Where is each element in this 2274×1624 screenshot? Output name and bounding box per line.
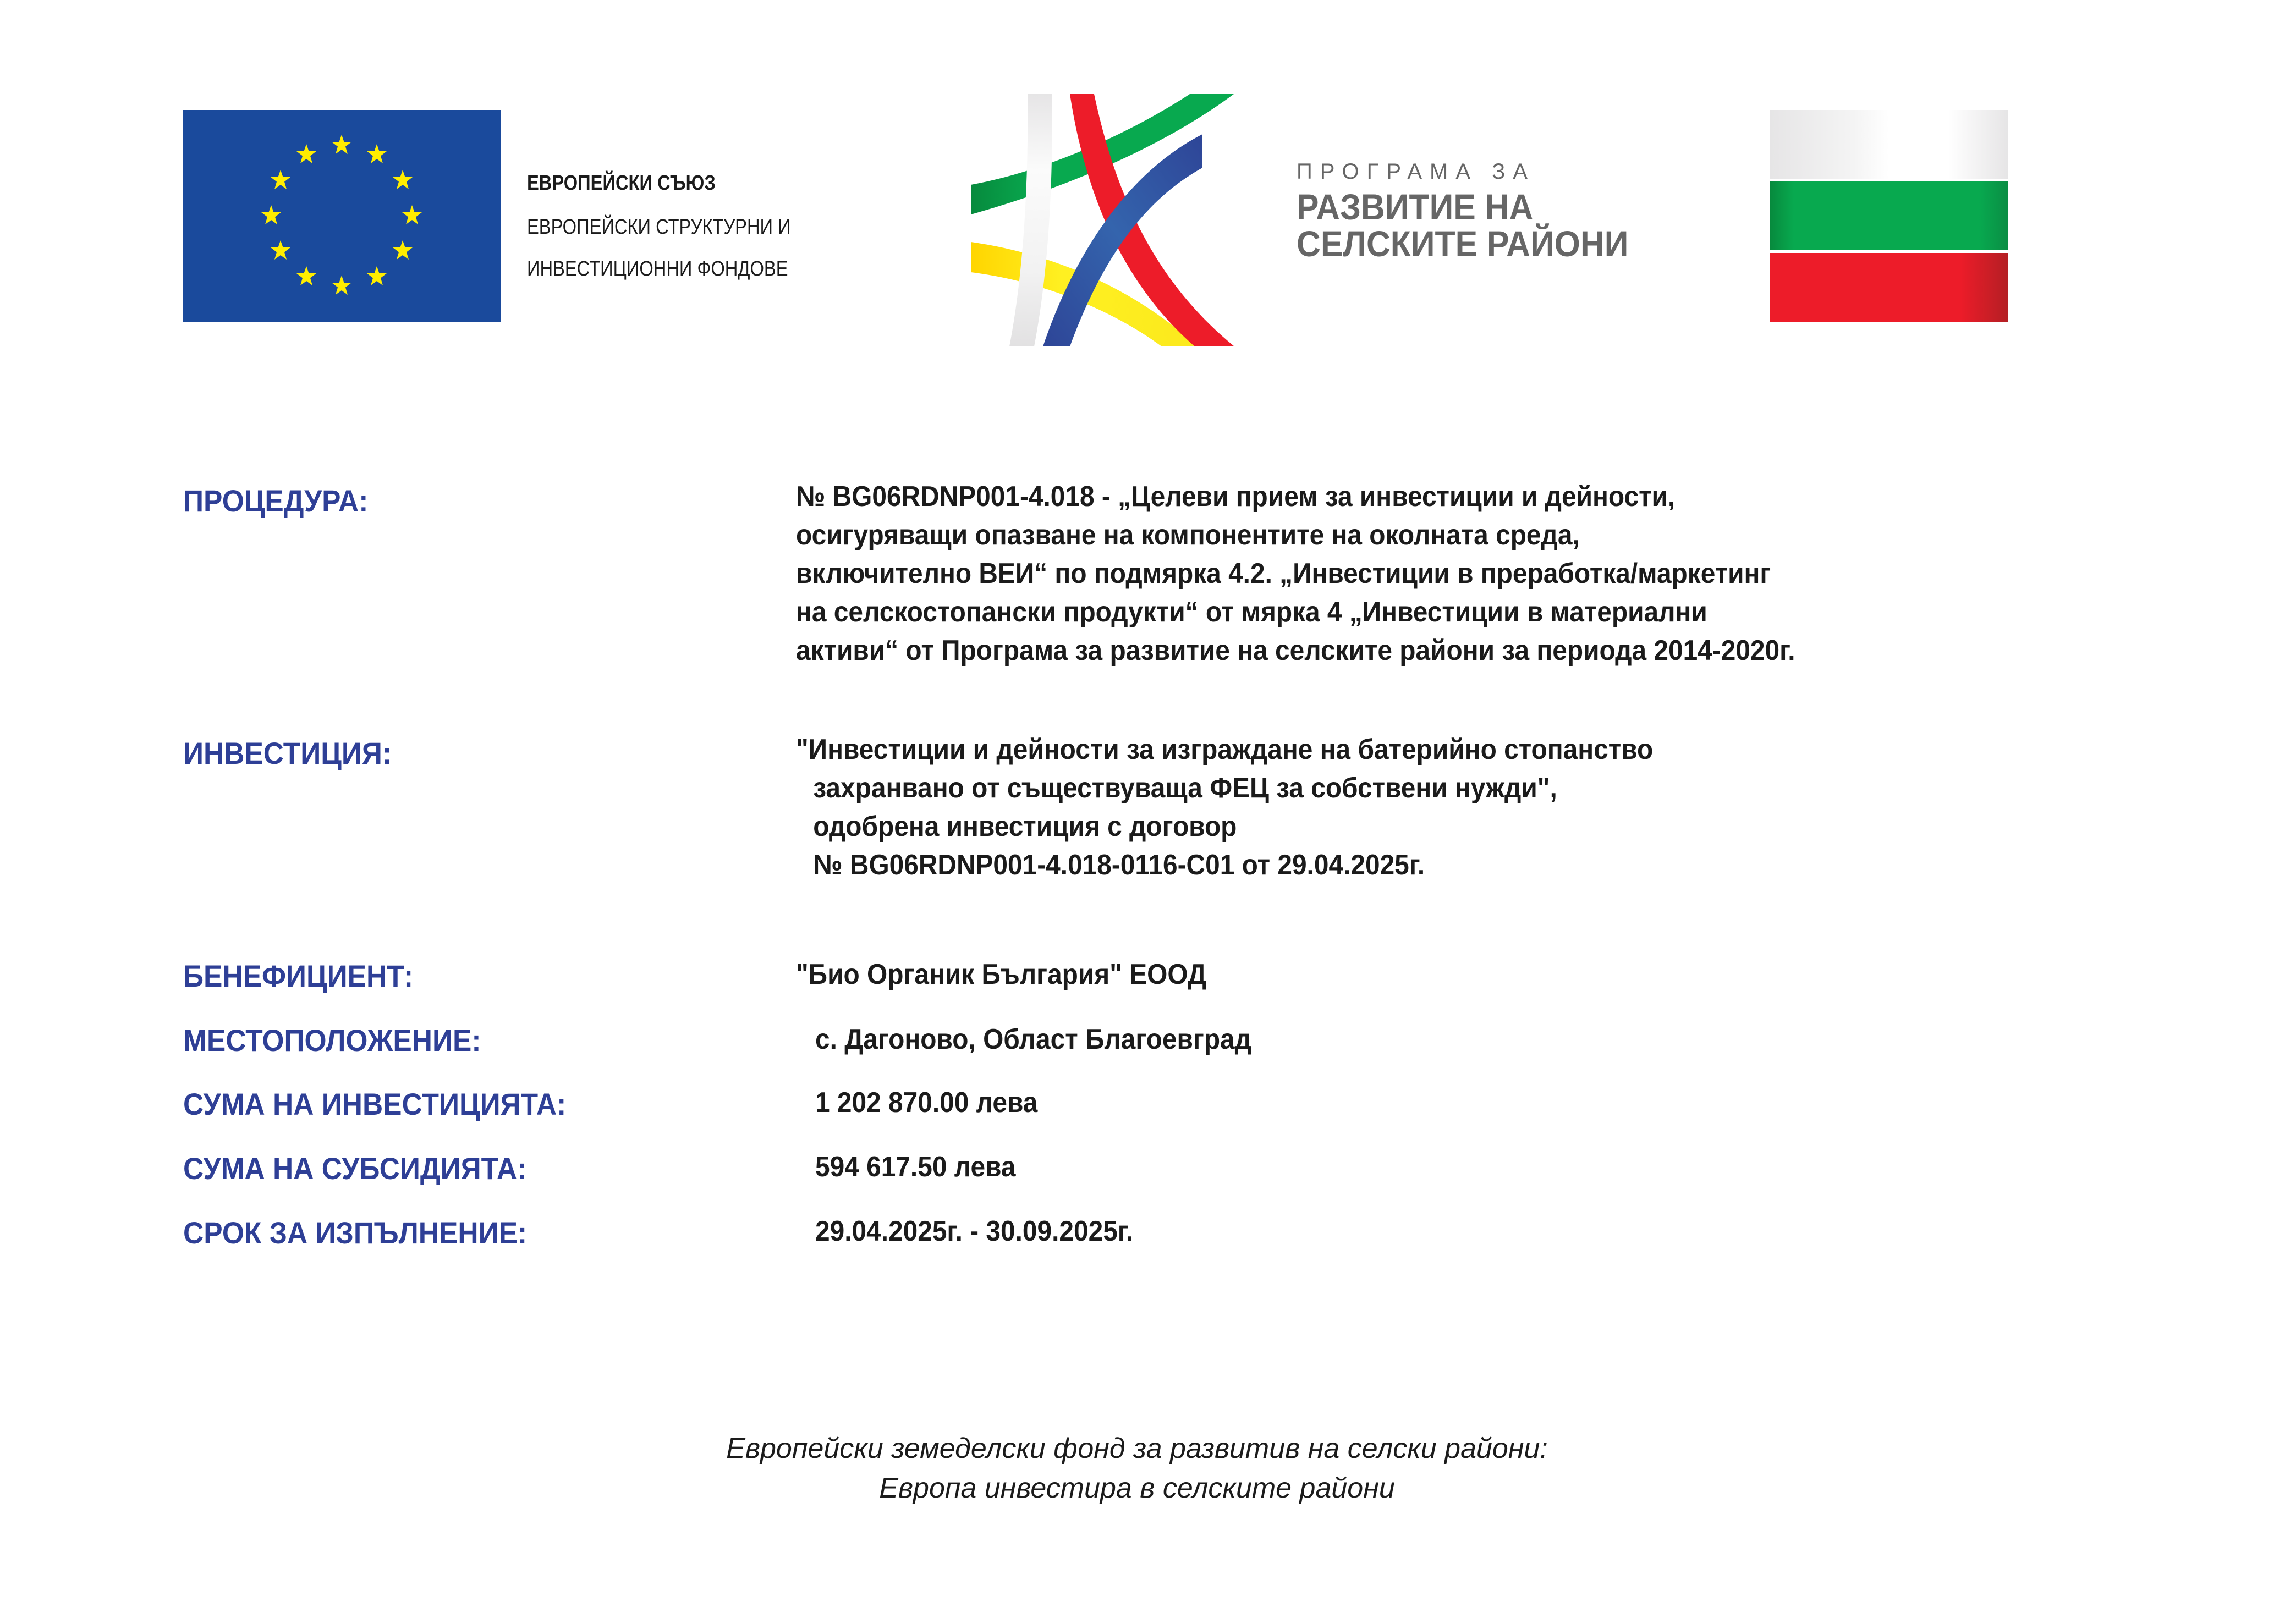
procedure-line: включително ВЕИ“ по подмярка 4.2. „Инвестиции в преработка/маркетинг bbox=[796, 558, 1771, 590]
eu-flag-icon bbox=[183, 110, 501, 322]
investment-line: одобрена инвестиция с договор bbox=[813, 811, 1237, 843]
flag-stripe-red bbox=[1770, 253, 2008, 322]
procedure-label: ПРОЦЕДУРА: bbox=[183, 483, 369, 518]
eu-logo-title: ЕВРОПЕЙСКИ СЪЮЗ bbox=[527, 172, 716, 195]
footer-line-2: Европа инвестира в селските райони bbox=[879, 1472, 1395, 1504]
investment-value bbox=[796, 730, 1653, 884]
investment-line: № BG06RDNP001-4.018-0116-C01 от 29.04.2025г. bbox=[813, 849, 1425, 881]
procedure-line: на селскостопански продукти“ от мярка 4 „Инвестиции в материални bbox=[796, 596, 1707, 628]
location-value: с. Дагоново, Област Благоевград bbox=[815, 1023, 1252, 1055]
prdp-ribbons-icon bbox=[966, 88, 1236, 346]
procedure-line: № BG06RDNP001-4.018 - „Целеви прием за инвестиции и дейности, bbox=[796, 481, 1676, 513]
eu-logo-subtitle-1: ЕВРОПЕЙСКИ СТРУКТУРНИ И bbox=[527, 216, 791, 239]
bulgarian-flag-icon bbox=[1770, 110, 2008, 322]
flag-stripe-green bbox=[1770, 181, 2008, 250]
procedure-line: осигуряващи опазване на компонентите на околната среда, bbox=[796, 519, 1580, 551]
investment-label: ИНВЕСТИЦИЯ: bbox=[183, 736, 392, 770]
prdp-logo-line-1: ПРОГРАМА ЗА bbox=[1297, 159, 1535, 184]
procedure-line: активи“ от Програма за развитие на селските райони за периода 2014-2020г. bbox=[796, 635, 1795, 667]
investment-amount-label: СУМА НА ИНВЕСТИЦИЯТА: bbox=[183, 1087, 567, 1121]
footer-slogan bbox=[0, 1429, 2274, 1508]
eu-logo-subtitle-2: ИНВЕСТИЦИОННИ ФОНДОВЕ bbox=[527, 257, 788, 280]
beneficiary-value: "Био Органик България" ЕООД bbox=[796, 959, 1206, 990]
investment-line: "Инвестиции и дейности за изграждане на батерийно стопанство bbox=[796, 734, 1654, 766]
investment-line: захранвано от съществуваща ФЕЦ за собствени нужди", bbox=[813, 772, 1557, 804]
prdp-logo-line-3: СЕЛСКИТЕ РАЙОНИ bbox=[1297, 223, 1629, 264]
beneficiary-label: БЕНЕФИЦИЕНТ: bbox=[183, 959, 414, 993]
procedure-value bbox=[796, 477, 1795, 670]
location-label: МЕСТОПОЛОЖЕНИЕ: bbox=[183, 1023, 481, 1058]
investment-amount-value: 1 202 870.00 лева bbox=[815, 1087, 1038, 1119]
footer-line-1: Европейски земеделски фонд за развитив на селски райони: bbox=[726, 1433, 1548, 1465]
flag-stripe-white bbox=[1770, 110, 2008, 179]
term-label: СРОК ЗА ИЗПЪЛНЕНИЕ: bbox=[183, 1215, 528, 1250]
prdp-logo-line-2: РАЗВИТИЕ НА bbox=[1297, 186, 1534, 227]
subsidy-amount-value: 594 617.50 лева bbox=[815, 1151, 1016, 1183]
subsidy-amount-label: СУМА НА СУБСИДИЯТА: bbox=[183, 1151, 527, 1186]
term-value: 29.04.2025г. - 30.09.2025г. bbox=[815, 1215, 1134, 1247]
